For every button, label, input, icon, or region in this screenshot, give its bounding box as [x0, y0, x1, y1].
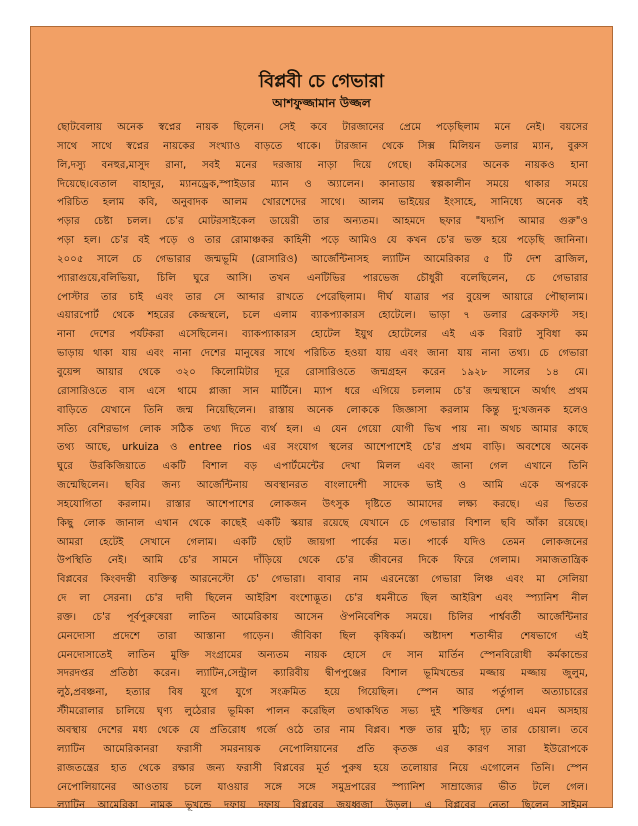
- body-line: ছোটবেলায় অনেক স্বপ্নের নায়ক ছিলেন। সেই কবে টারজানের প্রেমে পড়েছিলাম মনে নেই। বয়সের: [57, 122, 588, 133]
- body-line: আমরা হেটেই সেখানে গেলাম। একটি ছোট জায়গা পার্কের মত। পার্কে যদিও তেমন লোকজনের: [57, 536, 588, 548]
- body-line: মেনদোসাতেই লাতিন মুক্তি সংগ্রামের অন্যতম নায়ক হোসে দে সান মার্তিন স্পেনবিরোধী কর্মকান্ডের: [57, 649, 588, 661]
- body-line: সত্যি বেশিরভাগ লোক সঠিক তথ্য দিতে ব্যর্থ হল। এ যেন গেয়ো যোগী ভিখ পায় না। অথচ আমার কাছে: [57, 423, 588, 435]
- body-line: পরিচিত হলাম কবি, অনুবাদক আলম খোরশেদের সাথে। আলম ভাইয়ের ইংসাহে, সানিধ্যে অনেক বই: [57, 197, 588, 209]
- body-line: সদরদপ্তর প্রতিষ্ঠা করেন। ল্যাটিন,সেন্ট্রাল ক্যারিবীয় দ্বীপপুঞ্জের বিশাল ভূমিখন্ডের মজ্জায় মজ্জায় জুলুম,: [57, 668, 588, 680]
- body-line: বুয়েন্স আয়ার থেকে ৩২০ কিলোমিটার দূরে রোসারিওতে জন্মগ্রহন করেন ১৯২৮ সালের ১৪ মে।: [57, 366, 588, 378]
- body-line: উপস্থিতি নেই। আমি চে'র সামনে দাঁড়িয়ে থেকে চে'র জীবনের দিকে ফিরে গেলাম। সমাজতান্ত্রিক: [57, 555, 588, 567]
- body-line: স্টীমরোলার চালিয়ে ঘৃণ্য লুঠেরার ভূমিকা পালন করেছিল তথাকথিত সভ্য দুই শক্তিধর দেশ। এমন অসহায়: [57, 706, 588, 718]
- body-line: পড়া হল। চে'র বই পড়ে ও তার রোমাঞ্চকর কাহিনী পড়ে আমিও যে কখন চে'র ভক্ত হয়ে পড়েছি জানিনা।: [57, 235, 588, 247]
- body-line: ২০০৫ সালে চে গেভারার জন্মভূমি (রোসারিও) আর্জেন্টিনাসহ ল্যাটিন আমেরিকার ৫ টি দেশ ব্রাজিল,: [57, 253, 588, 265]
- body-line: তথ্য আছে, urkuiza ও entree rios এর সংযোগ স্থলের আশেপাশেই চে'র প্রথম বাড়ি। অবশেষে অনেক: [57, 442, 588, 454]
- body-line: বিপ্লবের কিংবদন্তী ব্যক্তিত্ব আরনেস্টো চে' গেভারা। বাবার নাম এরনেস্তো গেভারা লিঞ্চ এবং মা সেলিয়া: [57, 574, 588, 586]
- body-line: অবস্থায় দেশের মধ্য থেকে যে প্রতিরোধ গর্জে ওঠে তার নাম বিপ্লব। শক্ত তার মুঠি; দৃঢ় তার চোয়াল। তবে: [57, 725, 588, 736]
- body-line: ঘুরে উরকিজিয়াতে একটি বিশাল বড় এপার্টমেন্টের দেখা মিলল এবং জানা গেল এখানে তিনি: [57, 461, 588, 473]
- body-line: ভাড়ায় থাকা যায় এবং নানা দেশের মানুষের সাথে পরিচিত হওয়া যায় এবং জানা যায় নানা তথ্য। চে গেভারা: [57, 348, 588, 360]
- body-line: প্যারাগুয়ে,বলিভিয়া, চিলি ঘুরে আসি। তখন এনটিভির পারভেজ চৌধুরী বলেছিলেন, চে গেভারার: [57, 272, 588, 284]
- body-line: দিয়েছে।বেতাল বাহাদুর, ম্যানড্রেক,স্পাইডার ম্যান ও অ্যালেন। কানাডায় স্বল্পকালীন সময়ে থাকার সময়ে: [57, 178, 588, 190]
- body-line: রাজতন্ত্রের হাত থেকে রক্ষার জন্য ফরাসী বিপ্লবের মূর্ত পুরুষ হয়ে তলোয়ার নিয়ে এগোলেন তিনি। স্পেন: [57, 762, 588, 774]
- body-line: ল্যাটিন আমেরিকানরা ফরাসী সমরনায়ক নেপোলিয়ানের প্রতি কৃতজ্ঞ এর কারণ সারা ইউরোপকে: [57, 743, 588, 755]
- article-title: বিপ্লবী চে গেভারা: [258, 71, 385, 92]
- body-line: জন্মেছিলেন। ছবির জন্য আর্জেন্টিনায় অবস্থানরত বাংলাদেশী সাদেক ভাই ও আমি একে অপরকে: [57, 480, 588, 492]
- body-line: লুঠ,প্রবঞ্চনা, হত্যার বিষ যুগে যুগে সংক্রমিত হয়ে গিয়েছিল। স্পেন আর পর্তুগাল অত্যাচারের: [57, 687, 588, 699]
- body-line: এয়ারপোর্ট থেকে শহরের কেন্দ্রস্থলে, চলে এলাম ব্যাকপ্যাকারস হোটেলে। ভাড়া ৭ ডলার ব্রেকফাস্ট সহ।: [57, 310, 588, 322]
- body-line: নানা দেশের পর্যটকরা এসেছিলেন। ব্যাকপ্যাকারস হোটেল ইয়ুথ হোটেলের এই এক বিরাট সুবিধা কম: [57, 329, 588, 341]
- body-line: রক্ত। চে'র পূর্বপুরুষেরা লাতিন আমেরিকায় আসেন ঔপনিবেশিক সময়ে। চিলির পার্শ্ববর্তী আর্জেন্টিনার: [57, 611, 588, 623]
- article-body: [57, 119, 588, 816]
- body-line: সাথে সাথে স্বপ্নের নায়কের সংখ্যাও বাড়তে থাকে। টারজান থেকে সিক্স মিলিয়ন ডলার ম্যান, বুরুস: [57, 140, 588, 152]
- body-line: পড়ার চেষ্টা চলল। চে'র মোটরসাইকেল ডায়েরী তার অন্যতম। আহমদে ছফার "যদ্যপি আমার গুরু"ও: [57, 216, 588, 228]
- body-line: ল্যাটিন আমেরিকা নামক ভূখন্ডে দফায় দফায় বিপ্লবের জয়ধ্বজা উড়ল। এ বিপ্লবের নেতা ছিলেন সাইমন: [57, 800, 588, 812]
- body-line: লি,দস্যু বনহুর,মাসুদ রানা, সবই মনের দরজায় নাড়া দিয়ে গেছে। কমিকসের অনেক নায়কও হানা: [57, 159, 588, 171]
- body-line: সহযোগিতা করলাম। রাস্তার আশেপাশের লোকজন উৎসুক দৃষ্টিতে আমাদের লক্ষ্য করছে। এর ভিতর: [57, 498, 588, 510]
- body-line: মেনদোসা প্রদেশে তারা আস্তানা গাড়েন। জীবিকা ছিল কৃষিকর্ম। অষ্টাদশ শতাব্দীর শেষভাগে এই: [57, 630, 588, 642]
- body-line: বাড়িতে যেখানে তিনি জন্ম নিয়েছিলেন। রাস্তায় অনেক লোককে জিজ্ঞাসা করলাম কিন্তু দু:খজনক হলেও: [57, 404, 588, 416]
- article-author: আশফুজ্জামান উজ্জল: [272, 96, 371, 110]
- body-line: কিছু লোক জানাল এখান থেকে কাছেই একটি স্কয়ার রয়েছে যেখানে চে গেভারার বিশাল ছবি আঁকা রয়েছে।: [57, 517, 588, 529]
- body-line: পোস্টার তার চাই এবং তার সে আব্দার রাখতে পেরেছিলাম। দীর্ঘ যাত্রার পর বুয়েন্স আয়ারে পৌছালাম।: [57, 291, 588, 303]
- document-page: [30, 26, 613, 812]
- body-line: নেপোলিয়ানের আওতায় চলে যাওয়ার সঙ্গে সঙ্গে সমুদ্রপারের স্প্যানিশ সাম্রাজ্যের ভীত টলে গেল।: [57, 781, 588, 793]
- body-line: রোসারিওতে বাস এসে থামে প্লাজা সান মার্টিনে। ম্যাপ ধরে এগিয়ে চললাম চে'র জন্মস্থানে অর্থাৎ প্রথম: [57, 385, 588, 397]
- body-line: দে লা সেরনা। চে'র দাদী ছিলেন আইরিশ বংশোদ্ভূত। চে'র ধমনীতে ছিল আইরিশ এবং স্প্যানিশ নীল: [57, 593, 588, 605]
